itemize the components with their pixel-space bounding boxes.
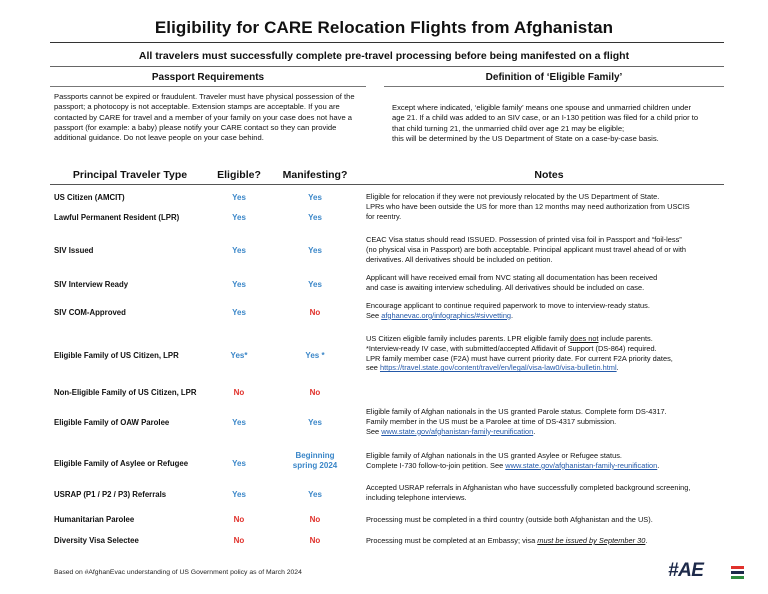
passport-heading-divider <box>50 86 366 87</box>
manifesting-value-line: Beginning <box>295 451 335 460</box>
logo-stripe-green <box>731 576 744 579</box>
family-text-line: Except where indicated, ‘eligible family’ means one spouse and unmarried children under <box>392 103 691 112</box>
row-label: SIV COM-Approved <box>54 308 126 317</box>
row-label: SIV Issued <box>54 246 94 255</box>
note-line <box>366 311 736 321</box>
note-line <box>366 334 736 344</box>
title-divider <box>50 42 724 43</box>
eligible-value: Yes <box>232 459 246 468</box>
note-line: (no physical visa in Passport) are both acceptable. Principal applicant must travel ahead of or with <box>366 244 687 254</box>
note-line: and case is awaiting interview scheduling. All derivatives should be included on case. <box>366 282 645 292</box>
note-line: Applicant will have received email from NVC stating all documentation has been received <box>366 273 658 282</box>
note-text: . <box>645 536 648 545</box>
eligible-value: Yes <box>232 213 246 222</box>
eligible-value: No <box>233 388 245 397</box>
sivvetting-link[interactable]: afghanevac.org/infographics/#sivvetting <box>381 310 512 320</box>
note-line: derivatives. All derivatives should be included on petition. <box>366 254 553 264</box>
page-title: Eligibility for CARE Relocation Flights from Afghanistan <box>154 18 614 37</box>
column-header-eligible: Eligible? <box>217 169 261 181</box>
note-text: See <box>366 310 382 320</box>
family-text-line: this will be determined by the US Department of State on a case-by-case basis. <box>392 133 659 143</box>
note-line: Processing must be completed in a third country (outside both Afghanistan and the US). <box>366 515 653 524</box>
row-label: Eligible Family of OAW Parolee <box>54 418 170 427</box>
eligible-value: No <box>233 536 245 545</box>
manifesting-value: Yes <box>308 246 322 255</box>
family-heading-divider <box>384 86 724 87</box>
manifesting-value: Yes <box>308 418 322 427</box>
visa-bulletin-link[interactable]: https://travel.state.gov/content/travel/en/legal/visa-law0/visa-bulletin.html <box>379 363 617 373</box>
passport-requirements-text: Passports cannot be expired or fraudulent. Traveler must have physical possession of the passport; a photocopy is not acceptable. Extension stamps are acceptable. If you are contacted by CARE for travel and a member of your family on your case does not have a passport (for example: a baby) please notify your CARE contact so they can provide additional guidance. Do not leave people on your case behind. <box>54 92 355 143</box>
notes-cell <box>366 483 736 503</box>
notes-cell <box>366 451 736 471</box>
family-text-line: age 21. If a child was added to an SIV case, or an I-130 petition was filed for a child prior to <box>392 113 699 123</box>
manifesting-value: Yes <box>308 490 322 499</box>
manifesting-value: Yes <box>308 193 322 202</box>
manifesting-value: Yes <box>308 213 322 222</box>
row-label: Humanitarian Parolee <box>54 515 135 524</box>
note-line: including telephone interviews. <box>366 492 467 502</box>
manifesting-value: Yes * <box>305 351 325 360</box>
manifesting-value: No <box>309 308 321 317</box>
row-label: Lawful Permanent Resident (LPR) <box>54 213 180 222</box>
notes-cell <box>366 407 736 436</box>
note-line: Eligible family of Afghan nationals in the US granted Parole status. Complete form DS-4317. <box>366 407 667 416</box>
eligible-family-heading: Definition of ‘Eligible Family’ <box>485 72 623 83</box>
manifesting-value: No <box>309 536 321 545</box>
note-line: LPR family member case (F2A) must have current priority date. For current F2A priority dates, <box>366 353 673 363</box>
note-text: . <box>657 460 660 470</box>
eligible-value: Yes <box>232 490 246 499</box>
row-label: Eligible Family of Asylee or Refugee <box>54 459 189 468</box>
column-header-notes: Notes <box>534 169 564 181</box>
logo-text: #AE <box>668 560 704 581</box>
manifesting-value <box>270 451 360 471</box>
note-text: . <box>511 310 514 320</box>
eligible-value: Yes <box>232 193 246 202</box>
note-line: LPRs who have been outside the US for more than 12 months may need authorization from USCIS <box>366 201 690 211</box>
subtitle-divider <box>50 66 724 67</box>
row-label: USRAP (P1 / P2 / P3) Referrals <box>54 490 167 499</box>
footer-note: Based on #AfghanEvac understanding of US Government policy as of March 2024 <box>54 569 302 576</box>
page-subtitle: All travelers must successfully complete pre-travel processing before being manifested on a flight <box>138 50 630 62</box>
note-emphasis: does not <box>570 334 599 343</box>
note-line: Eligible for relocation if they were not previously relocated by the US Department of State. <box>366 192 660 201</box>
note-emphasis: must be issued by September 30 <box>537 536 646 545</box>
afghanevac-logo <box>668 560 744 584</box>
note-text: . <box>533 426 536 436</box>
note-line <box>366 363 736 373</box>
row-label: SIV Interview Ready <box>54 280 129 289</box>
row-label: Eligible Family of US Citizen, LPR <box>54 351 179 360</box>
family-text-line: that child turning 21, the unmarried child over age 21 may be eligible; <box>392 123 625 133</box>
table-header-divider <box>50 184 724 185</box>
notes-cell <box>366 192 736 221</box>
note-line: Accepted USRAP referrals in Afghanistan who have successfully completed background screening, <box>366 483 691 492</box>
eligible-value: Yes <box>232 308 246 317</box>
notes-cell <box>366 536 736 546</box>
manifesting-value: Yes <box>308 280 322 289</box>
passport-requirements-heading: Passport Requirements <box>151 72 265 83</box>
note-line <box>366 461 736 471</box>
row-label: Non-Eligible Family of US Citizen, LPR <box>54 388 197 397</box>
note-line <box>366 427 736 437</box>
note-text: Processing must be completed at an Embassy; visa <box>366 536 538 545</box>
manifesting-value-line: spring 2024 <box>292 461 338 470</box>
logo-stripe-dark <box>731 571 744 574</box>
note-line: Eligible family of Afghan nationals in the US granted Asylee or Refugee status. <box>366 451 622 460</box>
note-line: Encourage applicant to continue required paperwork to move to interview-ready status. <box>366 301 650 310</box>
notes-cell <box>366 301 736 321</box>
eligible-value: Yes <box>232 280 246 289</box>
notes-cell <box>366 334 736 373</box>
eligible-value: Yes* <box>230 351 248 360</box>
note-text: see <box>366 363 380 373</box>
note-text: Complete I-730 follow-to-join petition. See <box>366 460 506 470</box>
eligible-value: Yes <box>232 246 246 255</box>
row-label: Diversity Visa Selectee <box>54 536 139 545</box>
column-header-manifesting: Manifesting? <box>282 169 348 181</box>
family-reunification-link[interactable]: www.state.gov/afghanistan-family-reunification <box>505 460 658 470</box>
notes-cell <box>366 273 736 293</box>
note-line: CEAC Visa status should read ISSUED. Possession of printed visa foil in Passport and “foil-less” <box>366 235 682 244</box>
eligible-value: No <box>233 515 245 524</box>
note-text: See <box>366 426 382 436</box>
manifesting-value: No <box>309 388 321 397</box>
note-line: for reentry. <box>366 211 402 221</box>
eligible-family-text <box>392 103 724 144</box>
note-line: *Interview-ready IV case, with submitted/accepted Affidavit of Support (DS-864) required. <box>366 343 657 353</box>
family-reunification-link[interactable]: www.state.gov/afghanistan-family-reunification <box>381 426 534 436</box>
logo-stripe-red <box>731 566 744 569</box>
notes-cell <box>366 515 736 525</box>
note-text: US Citizen eligible family includes parents. LPR eligible family <box>366 334 571 343</box>
note-line: Family member in the US must be a Parolee at time of DS-4317 submission. <box>366 416 617 426</box>
column-header-type: Principal Traveler Type <box>72 169 188 181</box>
note-text: . <box>616 363 619 373</box>
notes-cell <box>366 235 736 264</box>
eligible-value: Yes <box>232 418 246 427</box>
manifesting-value: No <box>309 515 321 524</box>
note-text: include parents. <box>598 334 653 343</box>
note-line <box>366 536 736 546</box>
row-label: US Citizen (AMCIT) <box>54 193 125 202</box>
